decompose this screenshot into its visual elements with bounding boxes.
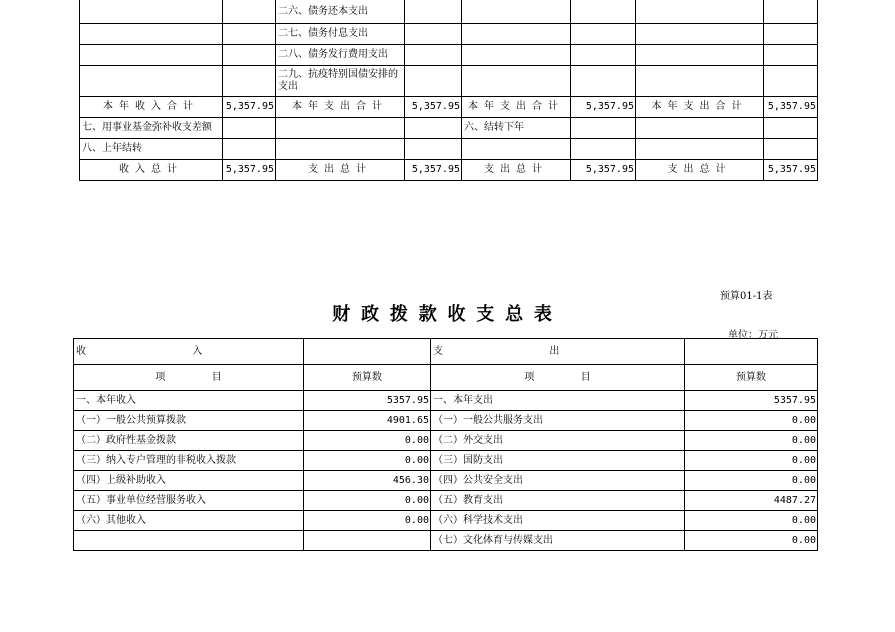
expense-item-cell: （四）公共安全支出: [431, 471, 685, 491]
table-cell: [462, 24, 571, 45]
expense-item-cell: （六）科学技术支出: [431, 511, 685, 531]
section-header-row: [74, 339, 818, 365]
table-cell: [571, 0, 636, 24]
table-row: [74, 411, 818, 431]
table-cell: [80, 45, 223, 66]
item-header-char2: 目: [211, 371, 222, 383]
upper-budget-table: [79, 0, 818, 181]
table-cell: [80, 24, 223, 45]
income-section-blank: [304, 339, 431, 365]
column-header-row: [74, 365, 818, 391]
expense-section-blank: [685, 339, 818, 365]
table-cell: [276, 118, 405, 139]
table-cell: [764, 66, 818, 97]
income-label: 收: [76, 345, 86, 357]
income-value-cell: 5357.95: [304, 391, 431, 411]
table-cell: 收入总计: [80, 160, 223, 181]
expense-item-cell: （二）外交支出: [431, 431, 685, 451]
table-cell: 八、上年结转: [80, 139, 223, 160]
table-cell: 支出总计: [462, 160, 571, 181]
fiscal-appropriation-table: [73, 338, 818, 551]
income-item-cell: （一）一般公共预算拨款: [74, 411, 304, 431]
table-row: [80, 45, 818, 66]
item-header-char1: 项: [155, 371, 166, 383]
income-item-cell: （六）其他收入: [74, 511, 304, 531]
table-cell: 本年收入合计: [80, 97, 223, 118]
table-cell: [462, 0, 571, 24]
table-cell: 七、用事业基金弥补收支差额: [80, 118, 223, 139]
income-item-cell: （三）纳入专户管理的非税收入拨款: [74, 451, 304, 471]
table-cell: [80, 66, 223, 97]
table-cell: [571, 24, 636, 45]
page-title: 财政拨款收支总表: [332, 304, 563, 325]
table-cell: [636, 45, 764, 66]
table-row: [74, 531, 818, 551]
table-cell: 二六、债务还本支出: [276, 0, 405, 24]
item-header-char2: 目: [580, 371, 591, 383]
income-item-cell: （四）上级补助收入: [74, 471, 304, 491]
income-item-cell: [74, 531, 304, 551]
income-section-header: [74, 339, 304, 365]
expense-value-cell: 0.00: [685, 531, 818, 551]
unit-label: 单位：万元: [728, 330, 778, 341]
table-cell: [764, 118, 818, 139]
expense-label-2: 出: [549, 345, 560, 357]
table-cell: [636, 118, 764, 139]
expense-value-cell: 4487.27: [685, 491, 818, 511]
expense-item-cell: （三）国防支出: [431, 451, 685, 471]
table-row: [80, 24, 818, 45]
expense-value-cell: 0.00: [685, 451, 818, 471]
income-value-cell: 456.30: [304, 471, 431, 491]
table-cell: [764, 45, 818, 66]
expense-item-header: [431, 365, 685, 391]
table-cell: 本年支出合计: [462, 97, 571, 118]
table-cell: 本年支出合计: [276, 97, 405, 118]
table-cell: [571, 45, 636, 66]
table-cell: 5,357.95: [223, 97, 276, 118]
table-row: [80, 160, 818, 181]
table-cell: [636, 24, 764, 45]
income-budget-header: 预算数: [304, 365, 431, 391]
table-cell: [405, 0, 462, 24]
table-cell: [636, 0, 764, 24]
table-cell: 二八、债务发行费用支出: [276, 45, 405, 66]
table-cell: 5,357.95: [223, 160, 276, 181]
table-cell: 5,357.95: [405, 160, 462, 181]
table-cell: 六、结转下年: [462, 118, 571, 139]
table-cell: [462, 66, 571, 97]
income-value-cell: 0.00: [304, 491, 431, 511]
table-row: [74, 391, 818, 411]
expense-item-cell: 一、本年支出: [431, 391, 685, 411]
table-cell: [571, 66, 636, 97]
table-row: [74, 451, 818, 471]
table-cell: [80, 0, 223, 24]
table-row: [80, 139, 818, 160]
expense-value-cell: 0.00: [685, 471, 818, 491]
item-header-char1: 项: [524, 371, 535, 383]
income-value-cell: 4901.65: [304, 411, 431, 431]
table-cell: [223, 118, 276, 139]
table-cell: [223, 45, 276, 66]
table-cell: [405, 66, 462, 97]
table-cell: [636, 66, 764, 97]
table-cell: [223, 0, 276, 24]
table-cell: [405, 118, 462, 139]
table-cell: [223, 66, 276, 97]
table-cell: 二九、抗疫特别国债安排的支出: [276, 66, 405, 97]
table-cell: 5,357.95: [764, 97, 818, 118]
table-cell: [223, 24, 276, 45]
table-row: [74, 511, 818, 531]
expense-value-cell: 5357.95: [685, 391, 818, 411]
expense-item-cell: （一）一般公共服务支出: [431, 411, 685, 431]
income-item-cell: 一、本年收入: [74, 391, 304, 411]
table-row: [74, 491, 818, 511]
table-cell: 5,357.95: [571, 160, 636, 181]
expense-label: 支: [433, 345, 443, 357]
form-code: 预算01-1表: [720, 291, 773, 302]
table-row: [74, 431, 818, 451]
table-row: [80, 97, 818, 118]
table-cell: [764, 24, 818, 45]
expense-value-cell: 0.00: [685, 511, 818, 531]
table-cell: [764, 0, 818, 24]
table-cell: [405, 139, 462, 160]
expense-item-cell: （七）文化体育与传媒支出: [431, 531, 685, 551]
expense-value-cell: 0.00: [685, 431, 818, 451]
income-value-cell: 0.00: [304, 451, 431, 471]
table-cell: [636, 139, 764, 160]
table-cell: [276, 139, 405, 160]
expense-budget-header: 预算数: [685, 365, 818, 391]
table-cell: [571, 139, 636, 160]
table-cell: 支出总计: [636, 160, 764, 181]
income-item-cell: （二）政府性基金拨款: [74, 431, 304, 451]
table-cell: 二七、债务付息支出: [276, 24, 405, 45]
table-cell: [405, 45, 462, 66]
income-value-cell: 0.00: [304, 431, 431, 451]
table-cell: [223, 139, 276, 160]
income-value-cell: [304, 531, 431, 551]
table-cell: 5,357.95: [764, 160, 818, 181]
table-cell: 5,357.95: [405, 97, 462, 118]
table-cell: [462, 139, 571, 160]
table-cell: [571, 118, 636, 139]
income-label-2: 入: [192, 345, 203, 357]
table-cell: [764, 139, 818, 160]
table-row: [80, 66, 818, 97]
income-value-cell: 0.00: [304, 511, 431, 531]
table-cell: [405, 24, 462, 45]
expense-item-cell: （五）教育支出: [431, 491, 685, 511]
expense-section-header: [431, 339, 685, 365]
table-row: [80, 0, 818, 24]
expense-value-cell: 0.00: [685, 411, 818, 431]
table-cell: 5,357.95: [571, 97, 636, 118]
table-cell: 支出总计: [276, 160, 405, 181]
income-item-cell: （五）事业单位经营服务收入: [74, 491, 304, 511]
table-cell: [462, 45, 571, 66]
table-row: [80, 118, 818, 139]
income-item-header: [74, 365, 304, 391]
table-cell: 本年支出合计: [636, 97, 764, 118]
table-row: [74, 471, 818, 491]
